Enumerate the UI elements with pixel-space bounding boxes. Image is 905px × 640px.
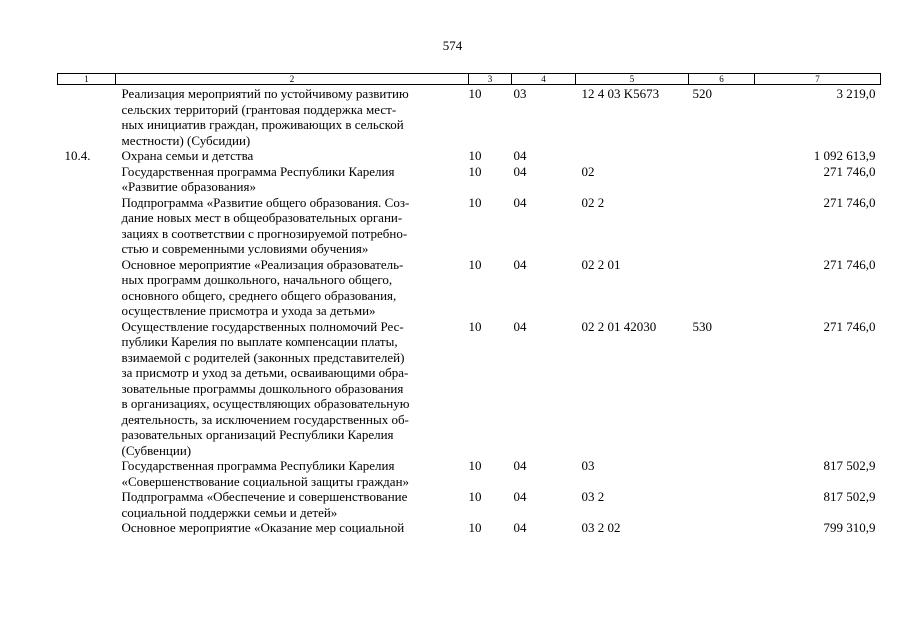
row-name-line: в организациях, осуществляющих образовательную bbox=[121, 396, 410, 411]
row-section: 10 bbox=[468, 318, 482, 334]
table-row bbox=[58, 164, 881, 195]
row-name-line: «Совершенствование социальной защиты граждан» bbox=[121, 473, 410, 489]
row-expense-type bbox=[689, 148, 755, 164]
row-subsection: 04 bbox=[513, 148, 527, 163]
column-header: 2 bbox=[116, 74, 469, 85]
row-amount: 271 746,0 bbox=[823, 318, 876, 334]
row-name bbox=[116, 85, 469, 149]
row-section: 10 bbox=[468, 86, 482, 101]
row-name bbox=[116, 148, 469, 164]
row-name-line: деятельность, за исключением государственных об- bbox=[121, 411, 409, 427]
column-header: 7 bbox=[755, 74, 881, 85]
row-amount: 817 502,9 bbox=[823, 489, 876, 504]
row-name bbox=[116, 489, 469, 520]
page-number: 574 bbox=[442, 38, 463, 53]
row-name-line: Подпрограмма «Обеспечение и совершенствование bbox=[121, 489, 408, 504]
row-name bbox=[116, 164, 469, 195]
row-subsection: 04 bbox=[513, 520, 527, 535]
column-header: 6 bbox=[689, 74, 755, 85]
row-name-line: (Субвенции) bbox=[121, 442, 192, 458]
column-number-row bbox=[58, 74, 881, 85]
row-target-article bbox=[576, 148, 689, 164]
row-expense-type: 530 bbox=[692, 318, 712, 334]
column-header: 3 bbox=[469, 74, 512, 85]
row-name-line: стью и современными условиями обучения» bbox=[121, 241, 369, 256]
row-subsection: 04 bbox=[513, 318, 527, 334]
row-name-line: дание новых мест в общеобразовательных органи- bbox=[121, 210, 403, 225]
row-name-line: Основное мероприятие «Реализация образователь- bbox=[121, 256, 404, 272]
row-name-line: зовательные программы дошкольного образования bbox=[121, 380, 404, 396]
row-subsection: 04 bbox=[513, 489, 527, 504]
row-expense-type bbox=[689, 489, 755, 520]
row-section: 10 bbox=[468, 489, 482, 504]
row-amount: 271 746,0 bbox=[823, 194, 876, 210]
row-name-line: Реализация мероприятий по устойчивому развитию bbox=[121, 86, 409, 101]
row-name-line: социальной поддержки семьи и детей» bbox=[121, 504, 338, 520]
row-name-line: ных программ дошкольного, начального общего, bbox=[121, 272, 393, 287]
row-expense-type bbox=[689, 164, 755, 195]
row-target-article: 03 2 02 bbox=[581, 520, 621, 535]
table-row bbox=[58, 458, 881, 489]
row-expense-type bbox=[689, 195, 755, 257]
row-section: 10 bbox=[468, 520, 482, 535]
table-row bbox=[58, 319, 881, 459]
row-expense-type bbox=[689, 458, 755, 489]
row-target-article: 02 2 01 bbox=[581, 256, 621, 272]
row-section: 10 bbox=[468, 148, 482, 163]
row-name-line: взимаемой с родителей (законных представителей) bbox=[121, 349, 405, 365]
row-expense-type bbox=[689, 257, 755, 319]
row-amount: 271 746,0 bbox=[823, 256, 876, 272]
row-amount: 271 746,0 bbox=[823, 163, 876, 179]
row-name-line: за присмотр и уход за детьми, осваивающими обра- bbox=[121, 365, 409, 380]
column-header: 4 bbox=[512, 74, 576, 85]
row-name bbox=[116, 520, 469, 536]
row-target-article: 02 2 bbox=[581, 194, 605, 210]
row-number bbox=[58, 319, 116, 459]
row-name bbox=[116, 458, 469, 489]
row-section: 10 bbox=[468, 163, 482, 179]
table-row bbox=[58, 148, 881, 164]
row-name-line: разовательных организаций Республики Карелия bbox=[121, 427, 394, 442]
row-name-line: Основное мероприятие «Оказание мер социальной bbox=[121, 520, 405, 535]
row-amount: 817 502,9 bbox=[823, 458, 876, 473]
table-row bbox=[58, 489, 881, 520]
row-number bbox=[58, 489, 116, 520]
row-subsection: 03 bbox=[513, 86, 527, 101]
row-name-line: основного общего, среднего общего образования, bbox=[121, 287, 397, 303]
row-section: 10 bbox=[468, 458, 482, 473]
row-name-line: осуществление присмотра и ухода за детьми» bbox=[121, 303, 376, 318]
row-target-article: 02 2 01 42030 bbox=[581, 318, 657, 334]
row-name bbox=[116, 257, 469, 319]
table-row bbox=[58, 195, 881, 257]
row-expense-type: 520 bbox=[692, 86, 712, 101]
budget-table bbox=[57, 73, 881, 536]
row-amount: 1 092 613,9 bbox=[813, 148, 876, 163]
row-name-line: публики Карелия по выплате компенсации платы, bbox=[121, 334, 398, 349]
row-target-article: 03 bbox=[581, 458, 595, 473]
column-header: 1 bbox=[58, 74, 116, 85]
row-subsection: 04 bbox=[513, 163, 527, 179]
row-target-article: 02 bbox=[581, 163, 595, 179]
row-number bbox=[58, 85, 116, 149]
row-target-article: 03 2 bbox=[581, 489, 605, 504]
row-name-line: Государственная программа Республики Карелия bbox=[121, 458, 395, 473]
row-name-line: Подпрограмма «Развитие общего образования. Соз- bbox=[121, 194, 410, 210]
row-section: 10 bbox=[468, 194, 482, 210]
table-body bbox=[58, 85, 881, 536]
row-number bbox=[58, 195, 116, 257]
row-name-line: зациях в соответствии с прогнозируемой потребно- bbox=[121, 225, 408, 241]
column-header: 5 bbox=[576, 74, 689, 85]
row-amount: 799 310,9 bbox=[823, 520, 876, 535]
row-name bbox=[116, 195, 469, 257]
row-expense-type bbox=[689, 520, 755, 536]
row-subsection: 04 bbox=[513, 458, 527, 473]
table-row bbox=[58, 520, 881, 536]
row-name-line: Охрана семьи и детства bbox=[121, 148, 254, 163]
row-subsection: 04 bbox=[513, 194, 527, 210]
row-name-line: местности) (Субсидии) bbox=[121, 132, 251, 148]
table-row bbox=[58, 85, 881, 149]
row-name-line: Осуществление государственных полномочий Рес- bbox=[121, 318, 404, 334]
row-number bbox=[58, 257, 116, 319]
row-number bbox=[58, 458, 116, 489]
row-name-line: сельских территорий (грантовая поддержка мест- bbox=[121, 101, 397, 117]
row-number bbox=[58, 164, 116, 195]
row-amount: 3 219,0 bbox=[836, 86, 876, 101]
row-target-article: 12 4 03 K5673 bbox=[581, 86, 660, 101]
row-name bbox=[116, 319, 469, 459]
row-section: 10 bbox=[468, 256, 482, 272]
row-number bbox=[58, 520, 116, 536]
row-number: 10.4. bbox=[64, 148, 91, 163]
table-row bbox=[58, 257, 881, 319]
row-name-line: ных инициатив граждан, проживающих в сельской bbox=[121, 117, 404, 132]
row-subsection: 04 bbox=[513, 256, 527, 272]
row-name-line: Государственная программа Республики Карелия bbox=[121, 163, 395, 179]
row-name-line: «Развитие образования» bbox=[121, 179, 256, 194]
